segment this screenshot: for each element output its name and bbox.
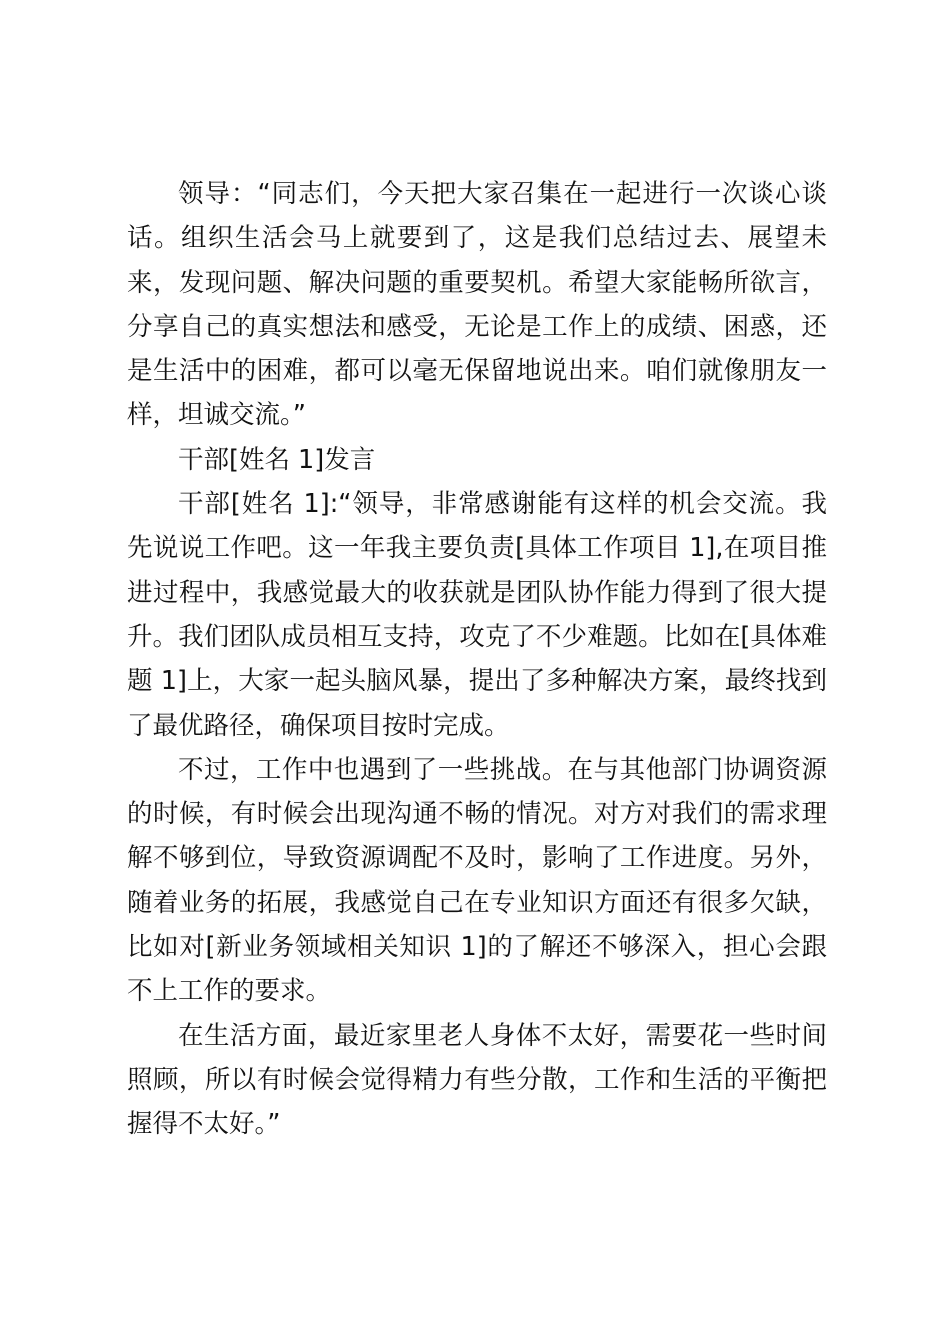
- paragraph-leader-opening: 领导：“同志们，今天把大家召集在一起进行一次谈心谈话。组织生活会马上就要到了，这是我们总结过去、展望未来，发现问题、解决问题的重要契机。希望大家能畅所欲言，分享自己的真实想法和感受，无论是工作上的成绩、困惑，还是生活中的困难，都可以毫无保留地说出来。咱们就像朋友一样，坦诚交流。”: [127, 179, 827, 431]
- document-body: [127, 172, 827, 1147]
- paragraph-cadre-1-work: 干部[姓名 1]:“领导，非常感谢能有这样的机会交流。我先说说工作吧。这一年我主要负责[具体工作项目 1],在项目推进过程中，我感觉最大的收获就是团队协作能力得到了很大提升。我们团队成员相互支持，攻克了不少难题。比如在[具体难题 1]上，大家一起头脑风暴，提出了多种解决方案，最终找到了最优路径，确保项目按时完成。: [127, 489, 827, 741]
- paragraph-cadre-1-challenges: 不过，工作中也遇到了一些挑战。在与其他部门协调资源的时候，有时候会出现沟通不畅的情况。对方对我们的需求理解不够到位，导致资源调配不及时，影响了工作进度。另外，随着业务的拓展，我感觉自己在专业知识方面还有很多欠缺，比如对[新业务领域相关知识 1]的了解还不够深入，担心会跟不上工作的要求。: [127, 754, 827, 1007]
- section-heading-cadre-1: 干部[姓名 1]发言: [178, 444, 376, 475]
- paragraph-cadre-1-life: 在生活方面，最近家里老人身体不太好，需要花一些时间照顾，所以有时候会觉得精力有些分散，工作和生活的平衡把握得不太好。”: [127, 1020, 827, 1140]
